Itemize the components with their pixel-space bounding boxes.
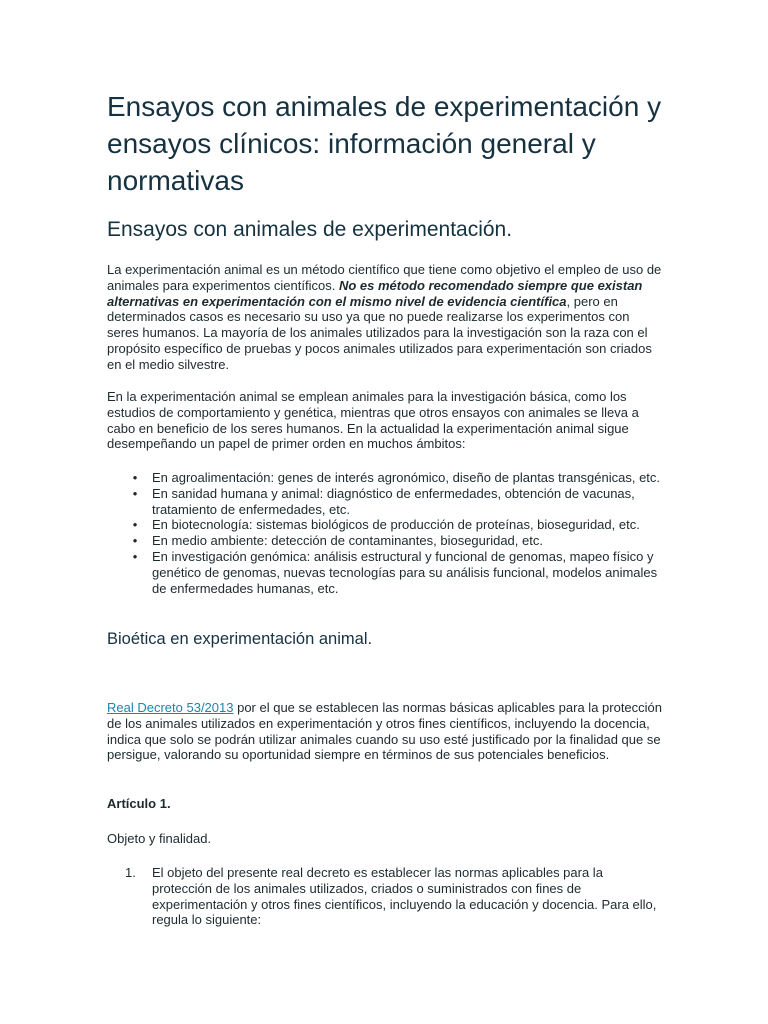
list-item [107,533,663,549]
paragraph-areas: En la experimentación animal se emplean animales para la investigación básica, como los estudios de comportamiento y genética, mientras que otros ensayos con animales se lleva a cabo en beneficio de los seres humanos. En la actualidad la experimentación animal sigue desempeñando un papel de primer orden en muchos ámbitos: [107,389,639,452]
paragraph-decree [107,700,663,763]
bullet-icon: • [132,548,138,564]
bullet-icon: • [132,517,138,533]
paragraph-intro-text: La experimentación animal es un método científico que tiene como objetivo el empleo de uso de animales para experimentos científicos. [107,262,662,293]
list-item-text: En agroalimentación: genes de interés agronómico, diseño de plantas transgénicas, etc. [152,470,661,485]
list-item-text: En medio ambiente: detección de contaminantes, bioseguridad, etc. [152,533,543,549]
section-heading-animal-testing: Ensayos con animales de experimentación. [107,218,513,241]
list-item-text: En biotecnología: sistemas biológicos de producción de proteínas, bioseguridad, etc. [152,517,640,533]
article-label: Artículo 1. [107,796,171,811]
section-heading-bioethics: Bioética en experimentación animal. [107,630,373,648]
list-item [107,549,663,596]
paragraph-intro-emphasis: No es método recomendado siempre que existan alternativas en experimentación con el mismo nivel de evidencia científica [107,277,643,309]
paragraph-intro-rest: , pero en determinados casos es necesario su uso ya que no puede realizarse los experimentos con seres humanos. La mayoría de los animales utilizados para la investigación son la raza con el propósito específico de pruebas y pocos animales utilizados para experimentación son criados en el medio silvestre. [107,293,652,372]
page-title: Ensayos con animales de experimentación y ensayos clínicos: información general y normativas [107,91,662,196]
list-item [107,486,663,518]
paragraph-decree-text: por el que se establecen las normas básicas aplicables para la protección de los animales utilizados en experimentación y otros fines científicos, incluyendo la docencia, indica que solo se podrán utilizar animales cuando su uso esté justificado por la finalidad que se persigue, valorando su oportunidad siempre en términos de sus potenciales beneficios. [107,700,663,763]
list-item-text: En investigación genómica: análisis estructural y funcional de genomas, mapeo físico y genético de genomas, nuevas tecnologías para su análisis funcional, modelos animales de enfermedades humanas, etc. [152,548,658,596]
bullet-icon: • [132,485,138,501]
list-item [107,517,663,533]
real-decreto-link[interactable]: Real Decreto 53/2013 [107,700,234,715]
bullet-icon: • [132,533,138,549]
list-item-text: El objeto del presente real decreto es establecer las normas aplicables para la protección de los animales utilizados, criados o suministrados con fines de experimentación y otros fines científicos, incluyendo la educación y docencia. Para ello, regula lo siguiente: [152,865,657,928]
paragraph-intro [107,262,663,373]
list-item [107,470,663,486]
list-number: 1. [125,865,136,880]
article-subtitle: Objeto y finalidad. [107,831,212,846]
bullet-icon: • [132,470,138,485]
numbered-list-article [107,865,663,928]
list-item-text: En sanidad humana y animal: diagnóstico de enfermedades, obtención de vacunas, tratamiento de enfermedades, etc. [152,485,635,517]
bullet-list-areas [107,470,663,596]
list-item [107,865,663,928]
